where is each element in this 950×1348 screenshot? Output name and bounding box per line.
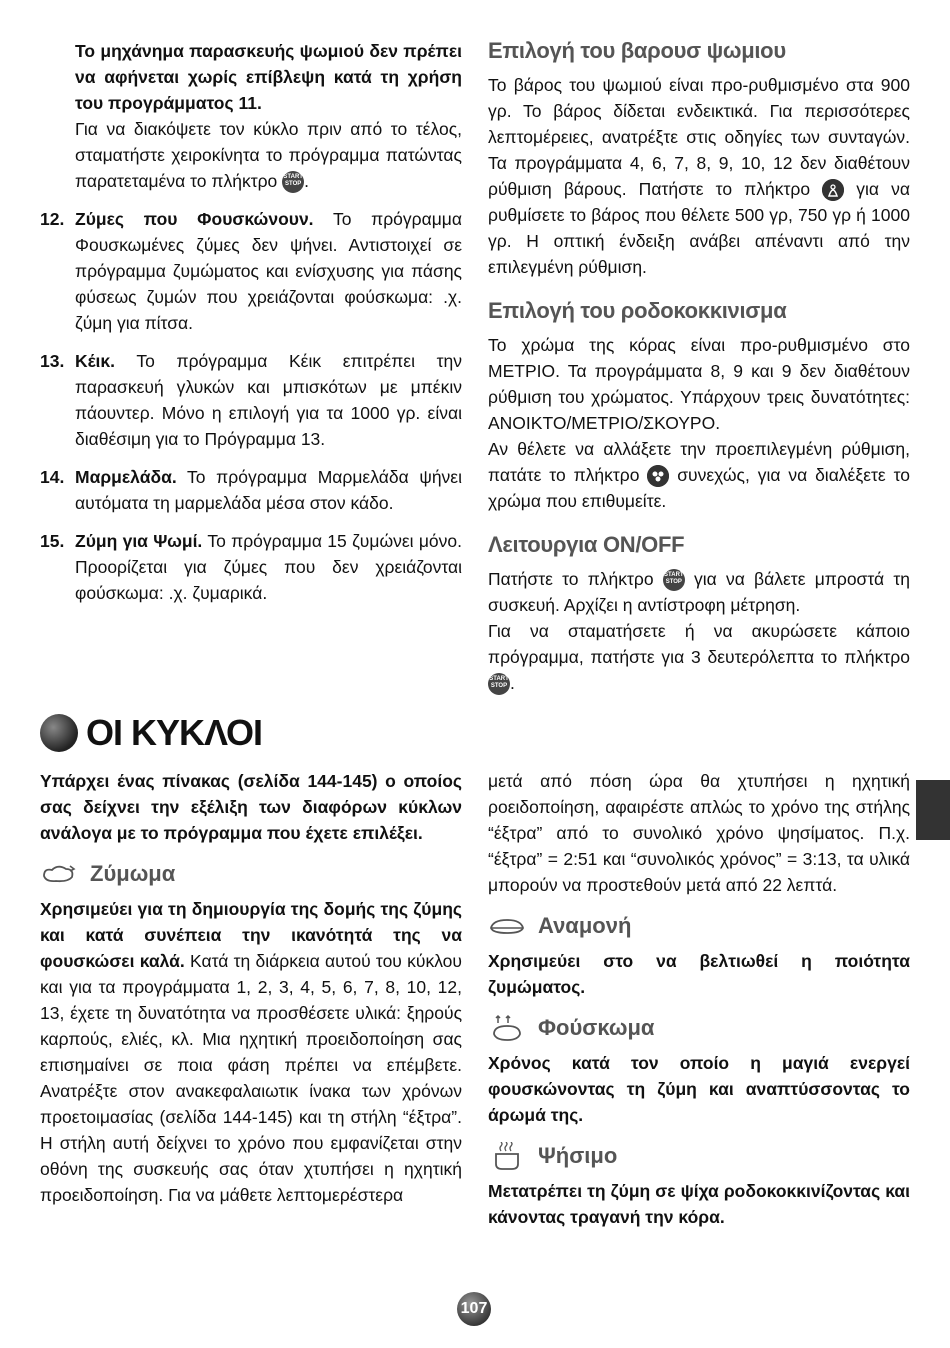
warning-text: Για να διακόψετε τον κύκλο πριν από το τέλος, σταματήστε χειροκίνητα το πρόγραμμα πατώντας παρατεταμένα το πλήκτρο START STOP . xyxy=(40,116,462,194)
kneading-icon xyxy=(40,860,78,888)
warning-bold: Το μηχάνημα παρασκευής ψωμιού δεν πρέπει να αφήνεται χωρίς επίβλεψη κατά τη χρήση του προγράμματος 11. xyxy=(75,41,462,113)
start-stop-icon: START STOP xyxy=(488,673,510,695)
left-column-top xyxy=(40,38,462,606)
cycles-left-column xyxy=(40,768,462,1208)
section-title xyxy=(40,712,262,754)
cycles-intro: Υπάρχει ένας πίνακας (σελίδα 144-145) ο οποίος σας δείχνει την εξέλιξη των διαφόρων κύκλων ανάλογα με το πρόγραμμα που έχετε επιλέξει. xyxy=(40,771,462,843)
weight-button-icon xyxy=(822,179,844,201)
list-item: 15. Ζύμη για Ψωμί. Το πρόγραμμα 15 ζυμώνει μόνο. Προορίζεται για ζύμες που δεν χρειάζονται φούσκωμα: .χ. ζυμαρικά. xyxy=(40,531,463,603)
onoff-heading: Λειτουργια ON/OFF xyxy=(488,532,685,557)
crust-button-icon xyxy=(647,465,669,487)
rest-icon xyxy=(488,912,526,940)
rise-icon xyxy=(488,1014,526,1042)
onoff-text-2: Για να σταματήσετε ή να ακυρώσετε κάποιο πρόγραμμα, πατήστε για 3 δευτερόλεπτα το πλήκτρο START STOP . xyxy=(488,618,910,696)
kneading-text: Χρησιμεύει για τη δημιουργία της δομής της ζύμης και κατά συνέπεια την ικανότητά της να φουσκώσει καλά. Κατά τη διάρκεια αυτού του κύκλου και για τα προγράμματα 1, 2, 3, 4, 5, 6, 7, 8, 10, 12, 13, έχετε τη δυνατότητα να προσθέσετε υλικά: ξηρούς καρπούς, ελιές, κλ. Μια ηχητική προειδοποίηση σας επισημαίνει σε ποια φάση πρέπει να επέμβετε. Ανατρέξτε στον ανακεφαλαιωτικ ίνακα των χρόνων προετοιμασίας (σελίδα 144-145) και τη στήλη “έξτρα”. Η στήλη αυτή δείχνει το χρόνο που εμφανίζεται στην οθόνη της συσκευής σας όταν χτυπήσει η ηχητική προειδοποίηση. Για να μάθετε λεπτομερέστερα xyxy=(40,899,462,1205)
onoff-text: Πατήστε το πλήκτρο START STOP για να βάλετε μπροστά τη συσκευή. Αρχίζει η αντίστροφη μέτρηση. xyxy=(488,569,910,615)
bake-heading: Ψήσιμο xyxy=(488,1142,910,1170)
weight-text: Το βάρος του ψωμιού είναι προ-ρυθμισμένο στα 900 γρ. Το βάρος δίδεται ενδεικτικά. Για περισσότερες λεπτομέρειες, ανατρέξτε στις οδηγίες των συνταγών. Τα προγράμματα 4, 6, 7, 8, 9, 10, 12 δεν διαθέτουν ρύθμιση βάρους. Πατήστε το πλήκτρο για να ρυθμίσετε το βάρος που θέλετε 500 γρ, 750 γρ ή 1000 γρ. Η οπτική ένδειξη ανάβει απέναντι από την επιλεγμένη ρύθμιση. xyxy=(488,75,910,277)
crust-text: Το χρώμα της κόρας είναι προ-ρυθμισμένο στο ΜΕΤΡΙΟ. Τα προγράμματα 8, 9 και 9 δεν διαθέτουν ρύθμιση του χρώματος. Υπάρχουν τρεις δυνατότητες: ΑΝΟΙΚΤΟ/ΜΕΤΡΙΟ/ΣΚΟΥΡΟ. xyxy=(488,335,910,433)
chapter-tab xyxy=(916,780,950,840)
rest-text: Χρησιμεύει στο να βελτιωθεί η ποιότητα ζυμώματος. xyxy=(488,951,910,997)
page-number: 107 xyxy=(457,1292,491,1326)
list-item: 13. Κέικ. Το πρόγραμμα Κέικ επιτρέπει την παρασκευή γλυκών και μπισκότων με μπέκιν πάουντερ. Μόνο η επιλογή για τα 1000 γρ. είναι διαθέσιμη για το Πρόγραμμα 13. xyxy=(40,351,462,449)
kneading-heading: Ζύμωμα xyxy=(40,860,462,888)
list-item: 14. Μαρμελάδα. Το πρόγραμμα Μαρμελάδα ψήνει αυτόματα τη μαρμελάδα μέσα στον κάδο. xyxy=(40,467,462,513)
bake-text: Μετατρέπει τη ζύμη σε ψίχα ροδοκοκκινίζοντας και κάνοντας τραγανή την κόρα. xyxy=(488,1181,910,1227)
rest-heading: Αναμονή xyxy=(488,912,910,940)
bullet-icon xyxy=(40,714,78,752)
weight-heading: Επιλογή του βαρουσ ψωμιου xyxy=(488,38,786,63)
start-stop-icon: START STOP xyxy=(282,171,304,193)
cycles-right-column xyxy=(488,768,910,1230)
start-stop-icon: START STOP xyxy=(663,569,685,591)
section-title-text: ΟΙ ΚΥΚΛΟΙ xyxy=(86,712,263,753)
crust-heading: Επιλογή του ροδοκοκκινισμα xyxy=(488,298,787,323)
crust-text-2: Αν θέλετε να αλλάξετε την προεπιλεγμένη ρύθμιση, πατάτε το πλήκτρο συνεχώς, για να διαλέξετε το χρώμα που επιθυμείτε. xyxy=(488,439,910,511)
rise-heading: Φούσκωμα xyxy=(488,1014,910,1042)
rise-text: Χρόνος κατά τον οποίο η μαγιά ενεργεί φουσκώνοντας τη ζύμη και αναπτύσσοντας το άρωμά της. xyxy=(488,1053,910,1125)
bake-icon xyxy=(488,1142,526,1170)
right-column-top xyxy=(488,38,910,696)
list-item: 12. Ζύμες που Φουσκώνουν. Το πρόγραμμα Φουσκωμένες ζύμες δεν ψήνει. Αντιστοιχεί σε πρόγραμμα ζυμώματος και ενίσχυσης για πάσης φύσεως ζυμών που χρειάζονται φούσκωμα: .χ. ζύμη για πίτσα. xyxy=(40,209,463,333)
cycles-continued: μετά από πόση ώρα θα χτυπήσει η ηχητική ροειδοποίηση, αφαιρέστε απλώς το χρόνο της στήλης “έξτρα” από το συνολικό χρόνο ψησίματος. Π.χ. “έξτρα” = 2:51 και “συνολικός χρόνος” = 3:13, τα υλικά μπορούν να προστεθούν μετά από 22 λεπτά. xyxy=(488,771,910,895)
